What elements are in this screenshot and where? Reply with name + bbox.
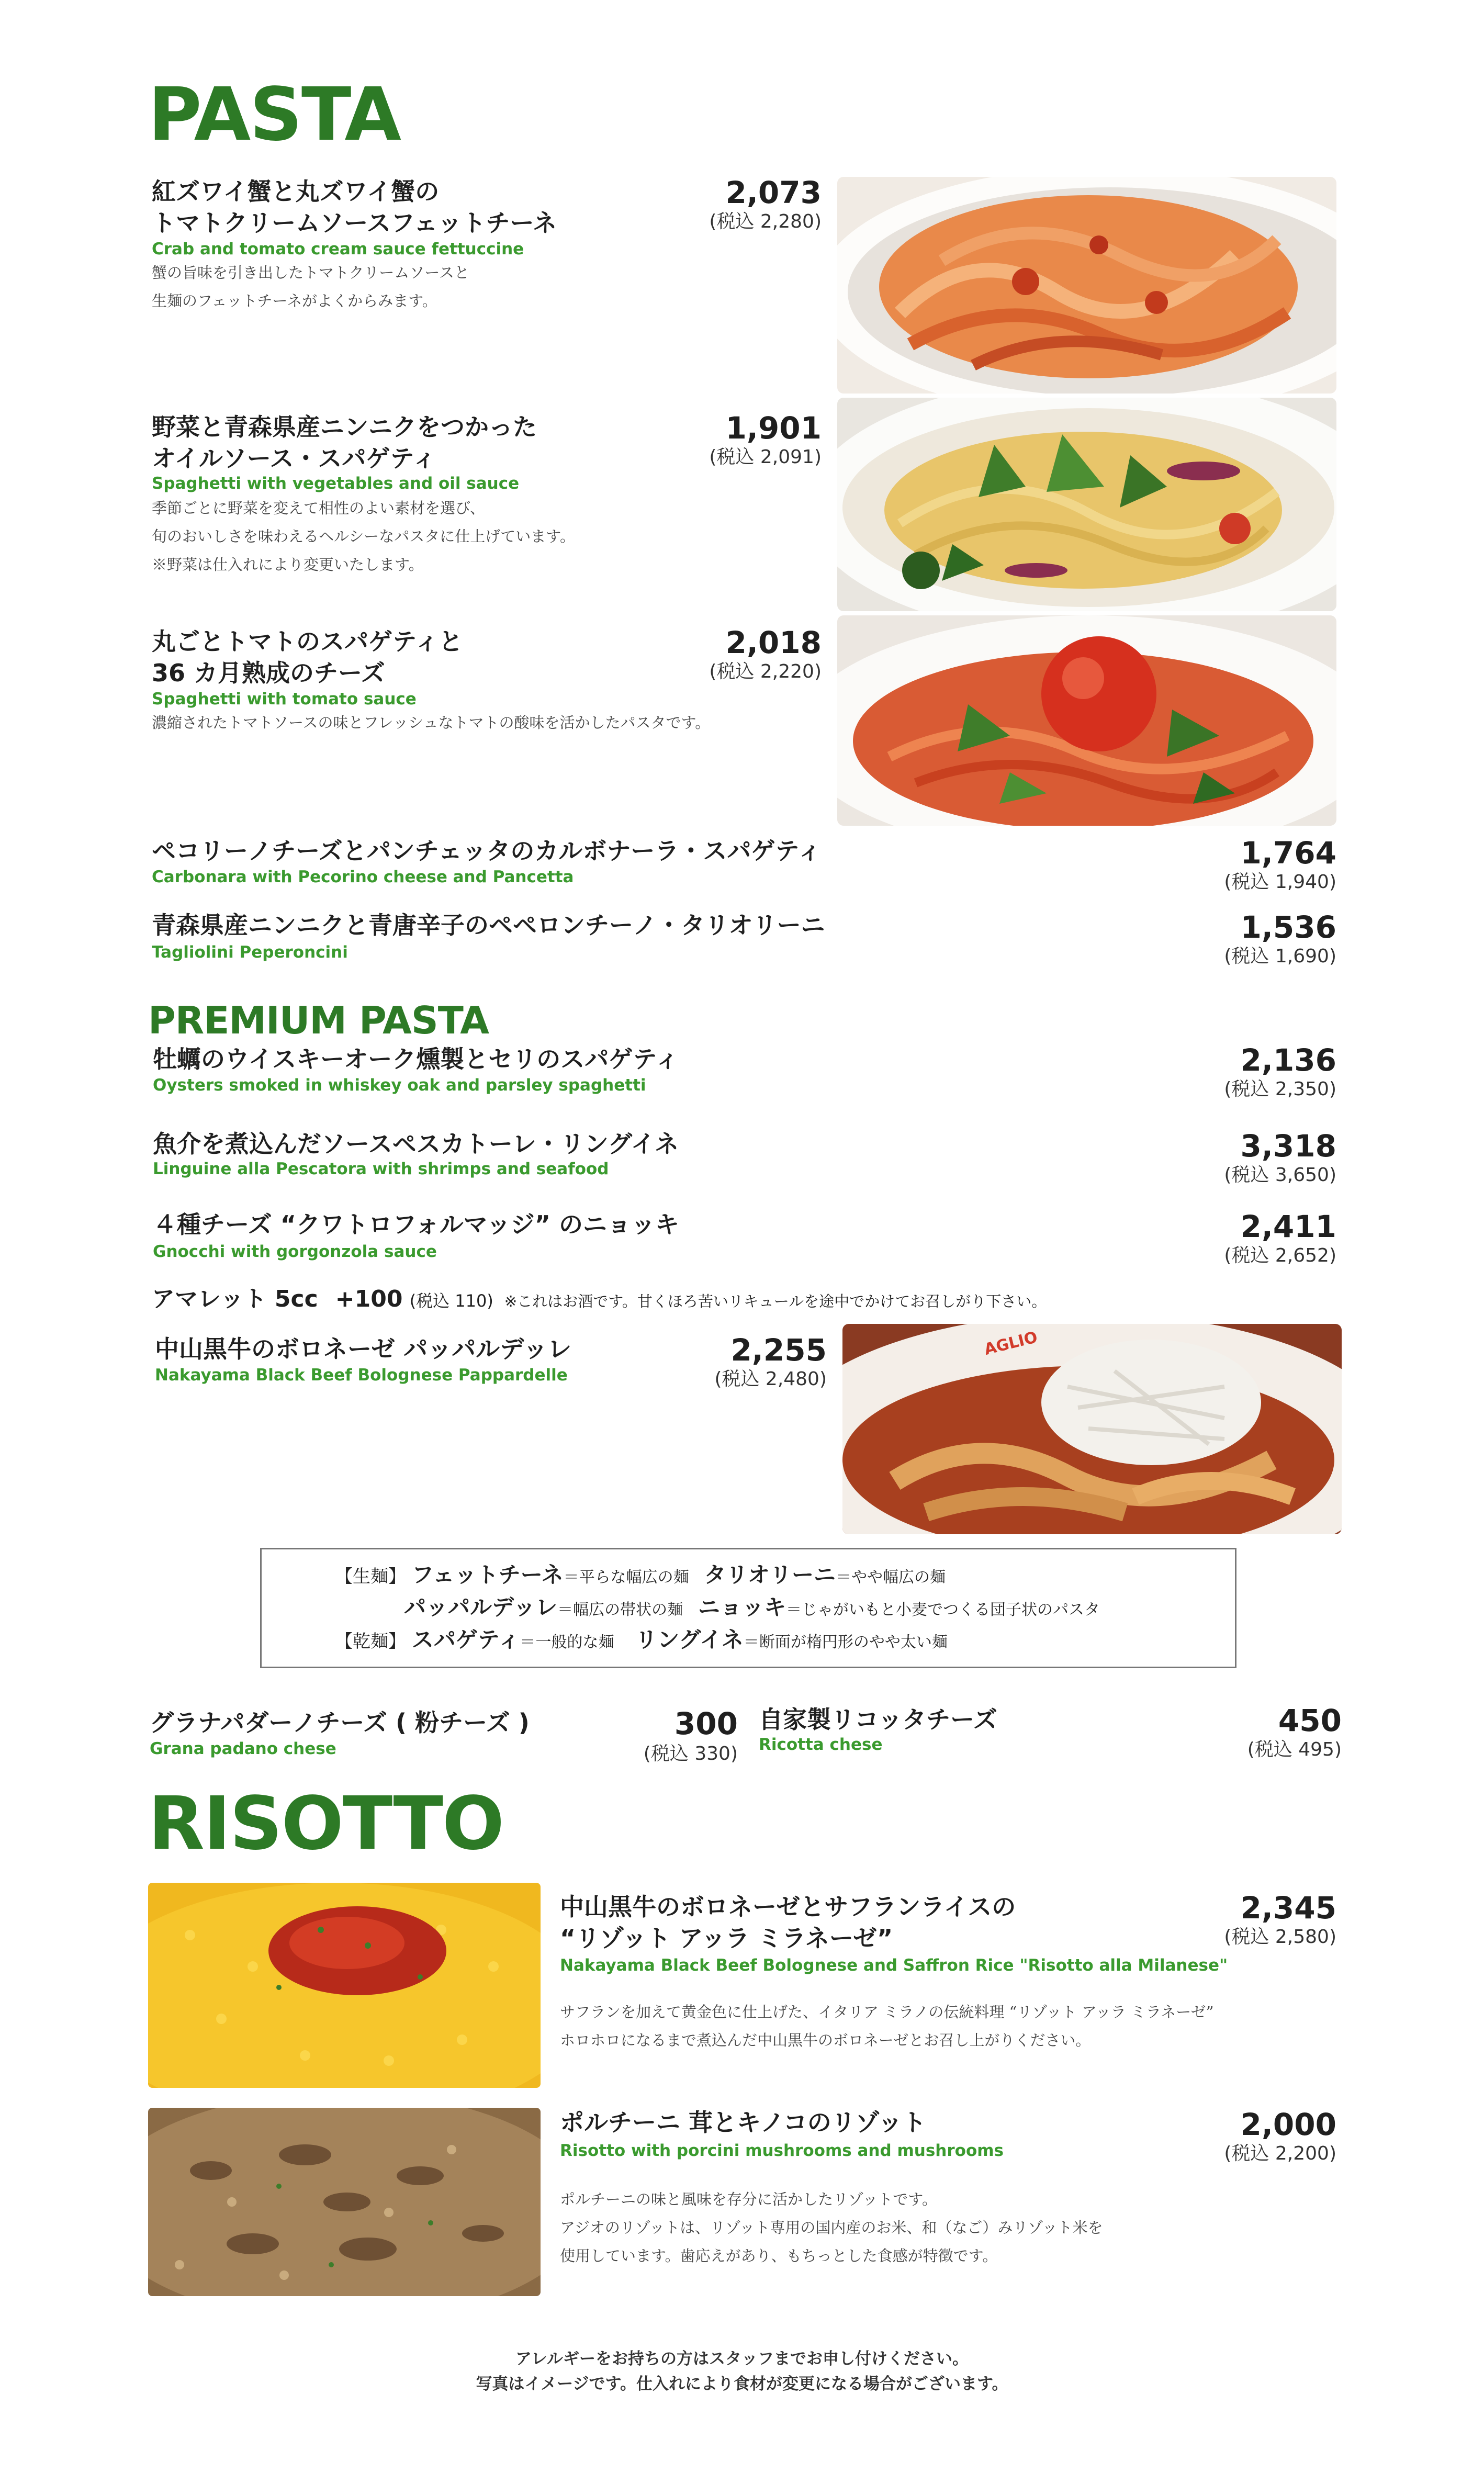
menu-item-tax-price: (税込 2,350) xyxy=(1224,1078,1336,1100)
bolognese-pappardelle-photo xyxy=(842,1324,1342,1534)
menu-item-description: 旬のおいしさを味わえるヘルシーなパスタに仕上げています。 xyxy=(152,527,575,545)
menu-item-description: アジオのリゾットは、リゾット専用の国内産のお米、和（なご）みリゾット米を xyxy=(560,2219,1103,2236)
menu-item-english: Nakayama Black Beef Bolognese and Saffron Rice "Risotto alla Milanese" xyxy=(560,1956,1228,1975)
noodle-glossary-line-3 xyxy=(335,1629,948,1653)
menu-item-description: ポルチーニの味と風味を存分に活かしたリゾットです。 xyxy=(560,2190,937,2208)
menu-item-description: ホロホロになるまで煮込んだ中山黒牛のボロネーゼとお召し上がりください。 xyxy=(560,2031,1091,2049)
topping-tax-price: (税込 495) xyxy=(1247,1739,1342,1760)
amaretto-option xyxy=(152,1280,1047,1313)
menu-item-name: 36 カ月熟成のチーズ xyxy=(152,659,385,687)
noodle-glossary-line-1 xyxy=(335,1562,946,1588)
topping-tax-price: (税込 330) xyxy=(643,1743,738,1764)
menu-item-name: ポルチーニ 茸とキノコのリゾット xyxy=(560,2108,927,2137)
pasta-section-title: PASTA xyxy=(148,72,400,158)
menu-item-name: 青森県産ニンニクと青唐辛子のペペロンチーノ・タリオリーニ xyxy=(152,911,825,939)
menu-item-description: サフランを加えて黄金色に仕上げた、イタリア ミラノの伝統料理 “リゾット アッラ ミラネーゼ” xyxy=(560,2003,1214,2021)
menu-item-description: 蟹の旨味を引き出したトマトクリームソースと xyxy=(152,264,469,282)
menu-item-name: 中山黒牛のボロネーゼとサフランライスの xyxy=(560,1893,1016,1921)
menu-item-tax-price: (税込 3,650) xyxy=(1224,1164,1336,1186)
menu-item-tax-price: (税込 2,280) xyxy=(709,211,822,232)
topping-price: 300 xyxy=(674,1706,738,1741)
amaretto-label: アマレット 5cc xyxy=(152,1286,318,1312)
menu-item-english: Nakayama Black Beef Bolognese Pappardelle xyxy=(155,1366,568,1385)
glossary-term: ニョッキ xyxy=(698,1594,786,1620)
menu-item-tax-price: (税込 2,200) xyxy=(1224,2143,1336,2164)
amaretto-price: +100 xyxy=(335,1286,403,1312)
topping-price: 450 xyxy=(1278,1703,1342,1738)
menu-item-english: Gnocchi with gorgonzola sauce xyxy=(153,1242,437,1261)
menu-item-tax-price: (税込 2,091) xyxy=(709,446,822,468)
menu-item-english: Tagliolini Peperoncini xyxy=(152,943,348,962)
aglio-plate-logo: AGLIO xyxy=(982,1328,1040,1359)
menu-item-price: 2,073 xyxy=(725,175,822,210)
glossary-term: スパゲティ xyxy=(411,1627,520,1653)
menu-item-price: 2,345 xyxy=(1240,1890,1336,1926)
glossary-term: パッパルデッレ xyxy=(404,1594,558,1620)
fresh-noodle-tag: 【生麺】 xyxy=(335,1566,406,1587)
allergy-notice: アレルギーをお持ちの方はスタッフまでお申し付けください。 xyxy=(515,2350,969,2368)
oil-spaghetti-photo xyxy=(837,398,1336,611)
topping-english: Grana padano chese xyxy=(150,1739,336,1758)
amaretto-note: ※これはお酒です。甘くほろ苦いリキュールを途中でかけてお召しがり下さい。 xyxy=(504,1292,1047,1310)
menu-item-price: 2,000 xyxy=(1240,2107,1336,2142)
menu-item-english: Spaghetti with vegetables and oil sauce xyxy=(152,474,520,493)
tomato-spaghetti-photo xyxy=(837,615,1336,826)
fettuccine-photo xyxy=(837,177,1336,394)
menu-item-name: トマトクリームソースフェットチーネ xyxy=(152,209,557,237)
premium-pasta-title: PREMIUM PASTA xyxy=(148,998,489,1042)
glossary-term: フェットチーネ xyxy=(411,1562,564,1588)
glossary-definition: ＝幅広の帯状の麺 xyxy=(557,1601,683,1619)
menu-item-description: 季節ごとに野菜を変えて相性のよい素材を選び、 xyxy=(152,499,485,517)
menu-item-tax-price: (税込 2,580) xyxy=(1224,1926,1336,1948)
menu-item-tax-price: (税込 2,480) xyxy=(714,1368,827,1390)
image-disclaimer: 写真はイメージです。仕入れにより食材が変更になる場合がございます。 xyxy=(476,2375,1008,2393)
menu-item-name: ペコリーノチーズとパンチェッタのカルボナーラ・スパゲティ xyxy=(152,837,822,865)
menu-item-name: 牡蠣のウイスキーオーク燻製とセリのスパゲティ xyxy=(153,1045,679,1073)
menu-item-price: 1,901 xyxy=(725,410,822,446)
menu-item-name: 丸ごとトマトのスパゲティと xyxy=(152,627,463,656)
menu-item-price: 2,411 xyxy=(1240,1209,1336,1244)
topping-english: Ricotta chese xyxy=(759,1735,883,1754)
glossary-term: タリオリーニ xyxy=(704,1562,836,1588)
menu-item-english: Linguine alla Pescatora with shrimps and seafood xyxy=(153,1160,609,1178)
menu-item-tax-price: (税込 2,652) xyxy=(1224,1245,1336,1266)
menu-item-price: 2,136 xyxy=(1240,1042,1336,1078)
menu-item-tax-price: (税込 1,690) xyxy=(1224,946,1336,967)
menu-item-price: 3,318 xyxy=(1240,1128,1336,1164)
menu-item-english: Carbonara with Pecorino cheese and Pancetta xyxy=(152,868,574,886)
risotto-section-title: RISOTTO xyxy=(148,1781,503,1867)
menu-item-english: Risotto with porcini mushrooms and mushrooms xyxy=(560,2141,1004,2160)
menu-item-english: Crab and tomato cream sauce fettuccine xyxy=(152,240,524,258)
menu-item-price: 1,536 xyxy=(1240,909,1336,945)
topping-name: グラナパダーノチーズ ( 粉チーズ ) xyxy=(150,1708,530,1737)
menu-item-price: 1,764 xyxy=(1240,835,1336,871)
menu-item-name: “リゾット アッラ ミラネーゼ” xyxy=(560,1924,893,1952)
porcini-risotto-photo xyxy=(148,2108,541,2296)
amaretto-tax-price: (税込 110) xyxy=(409,1291,493,1311)
menu-item-name: 野菜と青森県産ニンニクをつかった xyxy=(152,413,537,441)
menu-item-name: 紅ズワイ蟹と丸ズワイ蟹の xyxy=(152,177,440,206)
glossary-definition: ＝じゃがいもと小麦でつくる団子状のパスタ xyxy=(786,1601,1100,1619)
menu-item-name: 魚介を煮込んだソースペスカトーレ・リングイネ xyxy=(153,1130,679,1158)
menu-item-price: 2,018 xyxy=(725,625,822,660)
menu-item-description: 生麺のフェットチーネがよくからみます。 xyxy=(152,292,437,310)
glossary-definition: ＝断面が楕円形のやや太い麺 xyxy=(743,1633,948,1651)
menu-item-english: Oysters smoked in whiskey oak and parsley spaghetti xyxy=(153,1076,646,1095)
menu-item-name: 中山黒牛のボロネーゼ パッパルデッレ xyxy=(155,1335,572,1363)
glossary-definition: ＝やや幅広の麺 xyxy=(836,1568,946,1587)
glossary-term: リングイネ xyxy=(635,1627,744,1653)
menu-item-name: オイルソース・スパゲティ xyxy=(152,444,436,473)
menu-item-description: 使用しています。歯応えがあり、もちっとした食感が特徴です。 xyxy=(560,2247,998,2265)
menu-item-english: Spaghetti with tomato sauce xyxy=(152,690,417,709)
menu-item-tax-price: (税込 2,220) xyxy=(709,661,822,682)
topping-name: 自家製リコッタチーズ xyxy=(759,1705,997,1734)
menu-item-description: 濃縮されたトマトソースの味とフレッシュなトマトの酸味を活かしたパスタです。 xyxy=(152,714,711,732)
glossary-definition: ＝一般的な麺 xyxy=(520,1633,614,1651)
menu-item-tax-price: (税込 1,940) xyxy=(1224,871,1336,893)
glossary-definition: ＝平らな幅広の麺 xyxy=(563,1568,689,1587)
menu-item-name: ４種チーズ “クワトロフォルマッジ” のニョッキ xyxy=(153,1210,680,1239)
menu-item-price: 2,255 xyxy=(730,1332,827,1368)
menu-item-description: ※野菜は仕入れにより変更いたします。 xyxy=(152,556,424,574)
dry-noodle-tag: 【乾麺】 xyxy=(335,1631,406,1652)
risotto-milanese-photo xyxy=(148,1883,541,2088)
noodle-glossary-line-2 xyxy=(404,1594,1100,1621)
